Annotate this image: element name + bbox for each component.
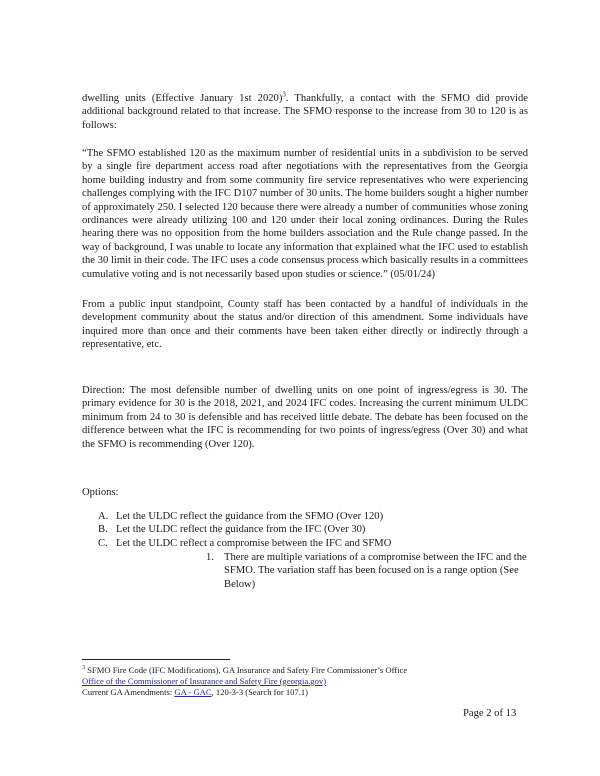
footnote-line-2 [82,676,542,687]
option-item-c [98,537,518,550]
public-input-paragraph: From a public input standpoint, County staff has been contacted by a handful of individuals in the development community about the status and/or direction of this amendment. Some individuals have inquired more than once and their comments have been taken either directly or indirectly through a representative, etc. [82,299,528,351]
option-item-a [98,510,518,523]
option-marker: A. [98,511,109,522]
commissioner-office-link[interactable]: Office of the Commissioner of Insurance and Safety Fire (georgia.gov) [82,676,327,686]
footnote-separator [82,659,230,660]
sub-options-list [206,551,536,591]
intro-text-continued: . Thankfully, a contact with the SFMO did provide additional background related to that increase. The SFMO response to the increase from 30 to 120 is as follows: [82,93,528,131]
footnote-line-1 [82,665,542,676]
amendments-detail: , 120-3-3 (Search for 107.1) [211,687,309,697]
footnote-source-text: SFMO Fire Code (IFC Modifications), GA Insurance and Safety Fire Commissioner’s Office [85,665,408,675]
option-text: Let the ULDC reflect the guidance from the IFC (Over 30) [116,524,366,536]
option-marker: B. [98,524,108,536]
option-text: Let the ULDC reflect the guidance from the SFMO (Over 120) [116,511,384,522]
direction-paragraph: Direction: The most defensible number of dwelling units on one point of ingress/egress is 30. The primary evidence for 30 is the 2018, 2021, and 2024 IFC codes. Increasing the current minimum ULDC minimum from 24 to 30 is defensible and has received little debate. The debate has been focused on the difference between what the IFC is recommending for two points of ingress/egress (Over 30) and what the SFMO is recommending (Over 120). [82,385,528,450]
footnote [82,665,542,698]
footnote-line-3 [82,687,542,698]
option-item-b [98,523,518,536]
ga-gac-link[interactable]: GA - GAC [174,687,212,697]
options-heading: Options: [82,487,119,498]
sub-option-item-1 [206,551,536,591]
sub-option-marker: 1. [206,552,214,563]
sfmo-quote-paragraph: “The SFMO established 120 as the maximum number of residential units in a subdivision to be served by a single fire department access road after negotiations with the representatives from the Georgia home building industry and from some community fire service representatives who were experiencing challenges complying with the IFC D107 number of 30 units. The home builders sought a higher number of approximately 250. I selected 120 because there were already a number of communities whose zoning ordinances were already utilizing 100 and 120 under their local zoning ordinances. During the Rules hearing there was no opposition from the home builders association and the Rule change passed. In the way of background, I was unable to locate any information that explained what the IFC used to establish the 30 limit in their code. The IFC uses a code consensus process which basically results in a committees cumulative voting and is not necessarily based upon studies or science.” (05/01/24) [82,148,528,280]
page-number: Page 2 of 13 [463,708,517,719]
sub-option-text: There are multiple variations of a compromise between the IFC and the SFMO. The variation staff has been focused on is a range option (See Below) [224,552,527,590]
footnote-reference[interactable]: 3 [282,90,286,99]
intro-paragraph [82,92,528,132]
amendments-label: Current GA Amendments: [82,687,175,697]
footnote-number: 3 [82,665,85,672]
options-list [98,510,518,550]
option-marker: C. [98,537,108,549]
intro-text: dwelling units (Effective January 1st 2020) [82,93,283,104]
option-text: Let the ULDC reflect a compromise between the IFC and SFMO [116,537,392,549]
